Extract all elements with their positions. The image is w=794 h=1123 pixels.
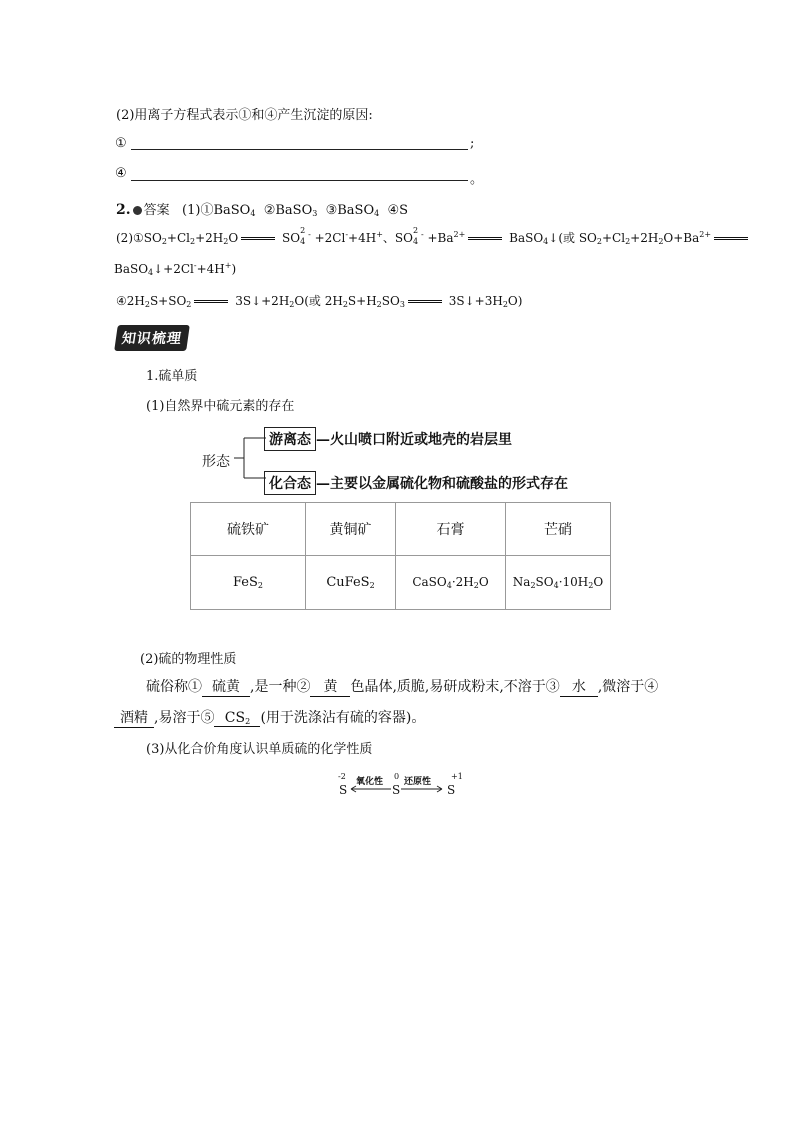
mineral-name: 芒硝: [506, 503, 611, 556]
answer-line-4: $④2H_2S+SO_2$ $3S↓+2H_2O$(或 $2H_2S+H_2SO_3$ $3S↓+3H_2O$): [116, 294, 523, 309]
phys-line-2: 酒精 ,易溶于⑤ $CS_2$ (用于洗涤沾有硫的容器)。: [114, 707, 425, 728]
phys-title: (2)硫的物理性质: [140, 652, 237, 667]
question-2-text: (2)用离子方程式表示①和④产生沉淀的原因:: [116, 108, 373, 123]
valence-0: 0: [394, 772, 400, 781]
answer-line-2: $(2)①SO_2+Cl_2+2H_2O$ SO 2 4 - +2Cl-+4H+、SO 2 4 $^- +Ba^{2+}$ BaSO$_4$↓(或 $SO_2+Cl_2+2H_2O+Ba^{2+}$: [116, 229, 748, 246]
mineral-formula: FeS$_2$: [191, 556, 306, 610]
mineral-name: 石膏: [396, 503, 506, 556]
answer-number: 2.: [116, 202, 131, 218]
section-1-title: 1.硫单质: [146, 369, 198, 384]
blank-2-end: 。: [470, 172, 484, 187]
answer-title: 答案: [143, 203, 170, 218]
mineral-name: 硫铁矿: [191, 503, 306, 556]
form-combined-desc: —主要以金属硫化物和硫酸盐的形式存在: [316, 476, 568, 492]
mineral-formula: CuFeS$_2$: [306, 556, 396, 610]
sulfur-middle: S: [392, 783, 401, 797]
right-arrow: [400, 785, 446, 793]
oxidizing-label: 氧化性: [356, 777, 384, 787]
answer-blank: 黄: [310, 676, 350, 697]
answer-line-1: 2. 答案 (1)①BaSO$_4$ ②BaSO$_3$ ③BaSO$_4$ ④S: [116, 202, 409, 218]
blank-1-number: ①: [115, 136, 127, 151]
answer-blank: $CS_2$: [214, 710, 260, 727]
blank-2-number: ④: [115, 166, 127, 181]
mineral-formula: $Na_2SO_4\cdot 10H_2O$: [506, 556, 611, 610]
mineral-formula: $CaSO_4\cdot 2H_2O$: [396, 556, 506, 610]
form-free-box: 游离态: [264, 427, 316, 451]
form-combined-row: [264, 471, 568, 495]
mineral-name: 黄铜矿: [306, 503, 396, 556]
form-free-row: [264, 427, 512, 451]
reducing-label: 还原性: [404, 777, 432, 787]
sulfur-left: S: [339, 783, 348, 797]
blank-2-line: [131, 180, 468, 181]
blank-1-end: ;: [470, 136, 475, 151]
answer-blank: 酒精: [114, 707, 154, 728]
blank-1-line: [131, 149, 468, 150]
form-free-desc: —火山喷口附近或地壳的岩层里: [316, 432, 512, 448]
answer-seal-icon: [133, 206, 142, 215]
section-badge: 知识梳理: [116, 325, 188, 351]
form-bracket: [232, 430, 268, 484]
left-arrow: [348, 785, 392, 793]
answer-blank: 硫黄: [202, 676, 250, 697]
sulfur-right: S: [447, 783, 456, 797]
chem-title: (3)从化合价角度认识单质硫的化学性质: [146, 742, 373, 757]
answer-blank: 水: [560, 676, 598, 697]
form-label: 形态: [202, 454, 230, 470]
section-1-subtitle: (1)自然界中硫元素的存在: [146, 399, 295, 414]
form-combined-box: 化合态: [264, 471, 316, 495]
answer-line-3: BaSO$_4$↓+2Cl-+4H+): [114, 261, 237, 277]
minerals-table: [190, 502, 611, 610]
phys-line-1: 硫俗称① 硫黄 ,是一种② 黄 色晶体,质脆,易研成粉末,不溶于③ 水 ,微溶于④: [146, 676, 658, 697]
valence-plus: +1: [451, 772, 463, 781]
valence-minus-2: -2: [338, 772, 346, 781]
